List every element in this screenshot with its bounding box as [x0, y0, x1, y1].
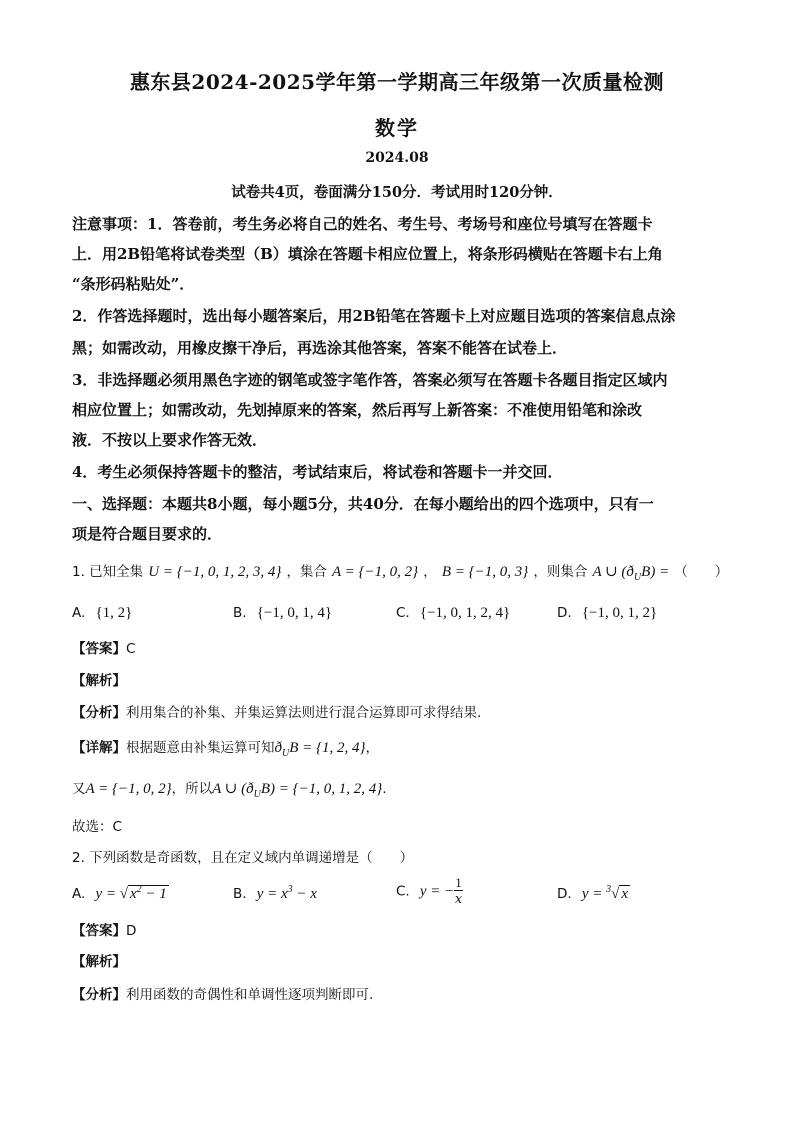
q2-fenxi: 【分析】利用函数的奇偶性和单调性逐项判断即可.	[72, 987, 374, 1003]
q1-prefix: 1. 已知全集	[72, 564, 144, 580]
q2-option-a: A. y = √ $x^2 - 1$	[72, 884, 167, 902]
q2-option-b: B. $y = x^3 - x$	[233, 884, 317, 902]
q1-analysis-tag: 【解析】	[72, 673, 126, 689]
q1-set-a: A = {−1, 0, 2}	[332, 564, 419, 580]
exam-date: 2024.08	[365, 150, 429, 166]
notes-line-7: 相应位置上；如需改动，先划掉原来的答案，然后再写上新答案：不准使用铅笔和涂改	[72, 401, 643, 419]
q2-option-d: D. y = $^3$√ x	[557, 884, 629, 902]
notes-line-2: 上．用2B铅笔将试卷类型（B）填涂在答题卡相应位置上，将条形码横贴在答题卡右上角	[72, 245, 663, 263]
notes-line-8: 液．不按以上要求作答无效．	[72, 431, 268, 449]
notes-line-4: 2．作答选择题时，选出每小题答案后，用2B铅笔在答题卡上对应题目选项的答案信息点涂	[72, 307, 676, 325]
q1-mid-text-2: ，则集合	[533, 564, 588, 580]
q1-option-a: A. {1, 2}	[72, 605, 133, 621]
exam-info: 试卷共4页，卷面满分150分．考试用时120分钟．	[231, 184, 563, 201]
notes-line-3: “条形码粘贴处”．	[72, 275, 195, 293]
notes-line-6: 3．非选择题必须用黑色字迹的钢笔或签字笔作答，答案必须写在答题卡各题目指定区域内	[72, 371, 668, 389]
q1-choice: 故选：C	[72, 819, 122, 835]
question-2-stem: 2. 下列函数是奇函数，且在定义域内单调递增是（ ）	[72, 850, 414, 866]
q1-fenxi: 【分析】利用集合的补集、并集运算法则进行混合运算即可求得结果.	[72, 705, 482, 721]
q1-universal-set: U = {−1, 0, 1, 2, 3, 4}	[148, 564, 282, 580]
q1-separator: ，	[423, 564, 437, 580]
q2-answer: 【答案】D	[72, 923, 137, 939]
q1-xiangjie-line-2: 又A = {−1, 0, 2}，所以A ∪ $(ð_UB) = \{-1$, 0, 1, 2, 4}.	[72, 781, 387, 800]
q1-mid-text: ，集合	[286, 564, 327, 580]
q1-option-d: D. {−1, 0, 1, 2}	[557, 605, 658, 621]
question-1-stem	[72, 563, 728, 583]
subject-title: 数学	[375, 116, 419, 140]
section-heading-line-1: 一、选择题：本题共8小题，每小题5分，共40分．在每小题给出的四个选项中，只有一	[72, 495, 654, 513]
q2-analysis-tag: 【解析】	[72, 954, 126, 970]
q1-option-b: B. {−1, 0, 1, 4}	[233, 605, 333, 621]
notes-line-9: 4．考生必须保持答题卡的整洁，考试结束后，将试卷和答题卡一并交回．	[72, 463, 563, 481]
notes-line-5: 黑；如需改动，用橡皮擦干净后，再选涂其他答案，答案不能答在试卷上．	[72, 339, 568, 357]
exam-title: 惠东县2024-2025学年第一学期高三年级第一次质量检测	[129, 70, 665, 94]
q2-option-c: C. y = − $\frac{1}{x}$	[396, 875, 463, 907]
notes-line-1: 注意事项：1．答卷前，考生务必将自己的姓名、考生号、考场号和座位号填写在答题卡	[72, 215, 653, 233]
q1-expression: A ∪ $(ð_UB)$ =	[592, 564, 670, 583]
q1-set-b: B = {−1, 0, 3}	[441, 564, 529, 580]
q1-answer: 【答案】C	[72, 641, 136, 657]
q1-xiangjie: 【详解】根据题意由补集运算可知$ð_UB = \{1$, 2, 4}，	[72, 740, 380, 759]
q1-answer-paren: （ ）	[674, 564, 729, 580]
q1-option-c: C. {−1, 0, 1, 2, 4}	[396, 605, 511, 621]
section-heading-line-2: 项是符合题目要求的．	[72, 525, 223, 543]
